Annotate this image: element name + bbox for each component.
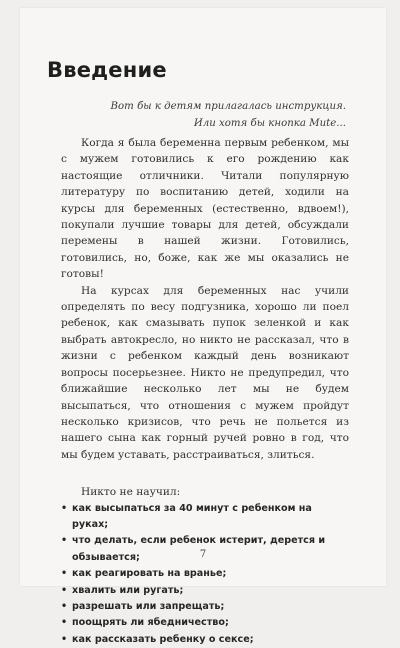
- list-item-text: разрешать или запрещать;: [72, 600, 225, 612]
- bullet-icon: •: [61, 584, 68, 596]
- list-item: [61, 615, 349, 631]
- list-intro: Никто не научил:: [81, 486, 181, 499]
- epigraph-line: Вот бы к детям прилагалась инструкция.: [110, 101, 346, 112]
- epigraph-line: Или хотя бы кнопка Mute...: [193, 118, 346, 129]
- list-item-text: как высыпаться за 40 минут с ребенком на руках;: [72, 502, 312, 530]
- page-number: 7: [199, 549, 207, 560]
- list-item: [61, 501, 349, 534]
- bullet-icon: •: [61, 535, 68, 547]
- body-text: [61, 135, 349, 648]
- list-item: [61, 632, 349, 648]
- bullet-list: [61, 501, 349, 648]
- paragraph: На курсах для беременных нас учили определять по весу подгузника, хорошо ли поел ребенок, как смазывать пупок зеленкой и как выбрать автокресло, но никто не рассказал, что в жизни с ребенком каждый день возникают вопросы посерьезнее. Никто не предупредил, что ближайшие несколько лет мы не будем высыпаться, что отношения с мужем пройдут несколько кризисов, что речь не польется из нашего сына как горный ручей ровно в год, что мы будем уставать, расстраиваться, злиться.: [61, 284, 349, 461]
- list-item-text: хвалить или ругать;: [72, 584, 184, 596]
- list-item-text: как рассказать ребенку о сексе;: [72, 633, 254, 645]
- list-item: [61, 583, 349, 599]
- chapter-title: Введение: [47, 58, 167, 82]
- list-item: [61, 599, 349, 615]
- paragraph: Когда я была беременна первым ребенком, мы с мужем готовились к его рождению как настоящие отличники. Читали популярную литературу по воспитанию детей, ходили на курсы для беременных (естественно, вдвоем!), покупали лучшие товары для детей, обсуждали перемены в нашей жизни. Готовились, готовились, но, боже, как же мы оказались не готовы!: [61, 137, 349, 281]
- bullet-icon: •: [61, 617, 68, 629]
- list-item-text: что делать, если ребенок истерит, дерется и обзывается;: [72, 535, 326, 563]
- list-item-text: как реагировать на вранье;: [72, 568, 227, 580]
- list-item-text: поощрять ли ябедничество;: [72, 617, 229, 629]
- list-item: [61, 566, 349, 582]
- epigraph: [111, 98, 346, 132]
- bullet-icon: •: [61, 502, 68, 514]
- bullet-icon: •: [61, 568, 68, 580]
- bullet-icon: •: [61, 600, 68, 612]
- bullet-icon: •: [61, 633, 68, 645]
- book-page: [20, 8, 386, 645]
